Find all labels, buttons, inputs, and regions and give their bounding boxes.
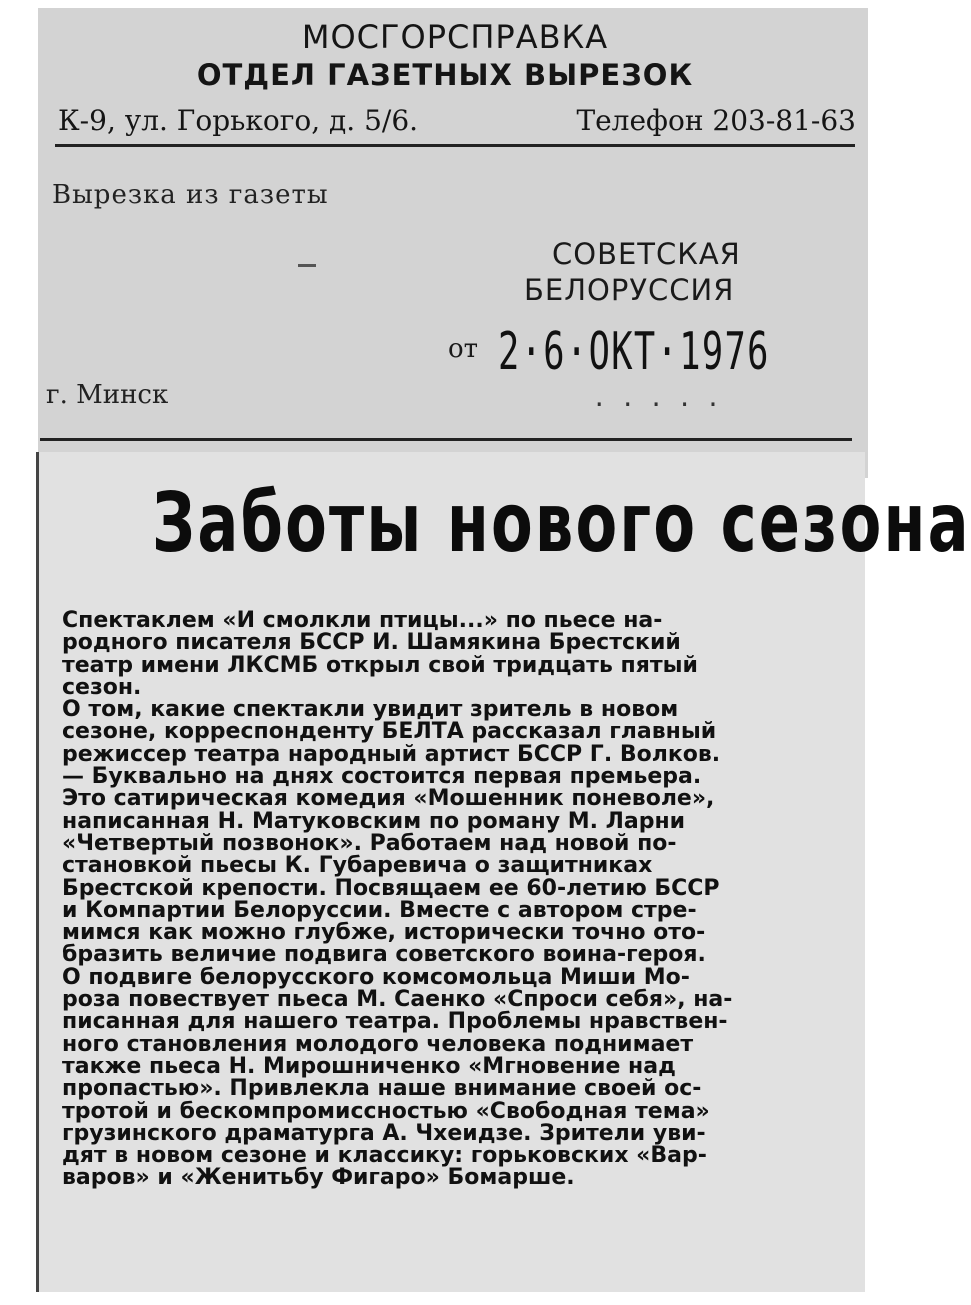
article-line: — Буквально на днях состоится первая премьера.: [62, 764, 702, 790]
article-line: также пьеса Н. Мирошниченко «Мгновение над: [62, 1053, 676, 1079]
article-line: грузинского драматурга А. Чхеидзе. Зрители уви-: [62, 1120, 706, 1146]
article-line: театр имени ЛКСМБ открыл свой тридцать пятый: [62, 652, 698, 678]
article-line: ного становления молодого человека поднимает: [62, 1031, 694, 1057]
article-line: сезон.: [62, 674, 142, 700]
agency-phone: Телефон 203-81-63: [576, 104, 856, 137]
article-line: родного писателя БССР И. Шамякина Брестский: [62, 630, 681, 656]
article-line: Спектаклем «И смолкли птицы...» по пьесе на-: [62, 608, 663, 633]
article-line: пропастью». Привлекла наше внимание своей ос-: [62, 1076, 702, 1102]
article-line: дят в новом сезоне и классику: горьковских «Вар-: [62, 1143, 707, 1169]
article-line: варов» и «Женитьбу Фигаро» Бомарше.: [62, 1165, 575, 1191]
date-underline-dots: .....: [592, 384, 735, 412]
article-line: мимся как можно глубже, исторически точно ото-: [62, 920, 706, 946]
article-line: бразить величие подвига советского воина-героя.: [62, 942, 706, 968]
article-line: написанная Н. Матуковским по роману М. Ларни: [62, 808, 686, 834]
article-line: тротой и бескомпромиссностью «Свободная тема»: [62, 1098, 710, 1124]
date-prefix: от: [448, 334, 479, 364]
article-line: сезоне, корреспонденту БЕЛТА рассказал главный: [62, 719, 717, 745]
article-line: режиссер театра народный артист БССР Г. Волков.: [62, 741, 721, 767]
header-bottom-divider: [40, 438, 852, 441]
newspaper-name-line-1: СОВЕТСКАЯ: [552, 237, 741, 271]
department-name: ОТДЕЛ ГАЗЕТНЫХ ВЫРЕЗОК: [196, 58, 694, 92]
article-line: и Компартии Белоруссии. Вместе с автором стре-: [62, 897, 697, 923]
agency-address: К-9, ул. Горького, д. 5/6.: [58, 104, 419, 137]
article-line: писанная для нашего театра. Проблемы нравствен-: [62, 1009, 728, 1035]
article-line: роза повествует пьеса М. Саенко «Спроси себя», на-: [62, 987, 733, 1013]
header-divider: [55, 144, 855, 147]
city-label: г. Минск: [46, 380, 169, 410]
cutting-source-label: Вырезка из газеты: [52, 180, 329, 210]
article-line: О подвиге белорусского комсомольца Миши Мо-: [62, 964, 690, 990]
newspaper-name-line-2: БЕЛОРУССИЯ: [524, 273, 735, 307]
dash-mark: [298, 264, 316, 267]
article-line: становкой пьесы К. Губаревича о защитниках: [62, 853, 653, 879]
newspaper-name: [524, 236, 794, 308]
article-line: «Четвертый позвонок». Работаем над новой по-: [62, 830, 677, 856]
article-headline: Заботы нового сезона: [152, 476, 971, 571]
date-stamp: 2·6·ОКТ·1976: [498, 322, 770, 382]
article-line: О том, какие спектакли увидит зритель в новом: [62, 697, 679, 723]
article-line: Брестской крепости. Посвящаем ее 60-летию БССР: [62, 875, 720, 901]
article-line: Это сатирическая комедия «Мошенник поневоле»,: [62, 786, 715, 812]
agency-name: МОСГОРСПРАВКА: [301, 18, 609, 56]
article-body: [62, 610, 842, 1190]
